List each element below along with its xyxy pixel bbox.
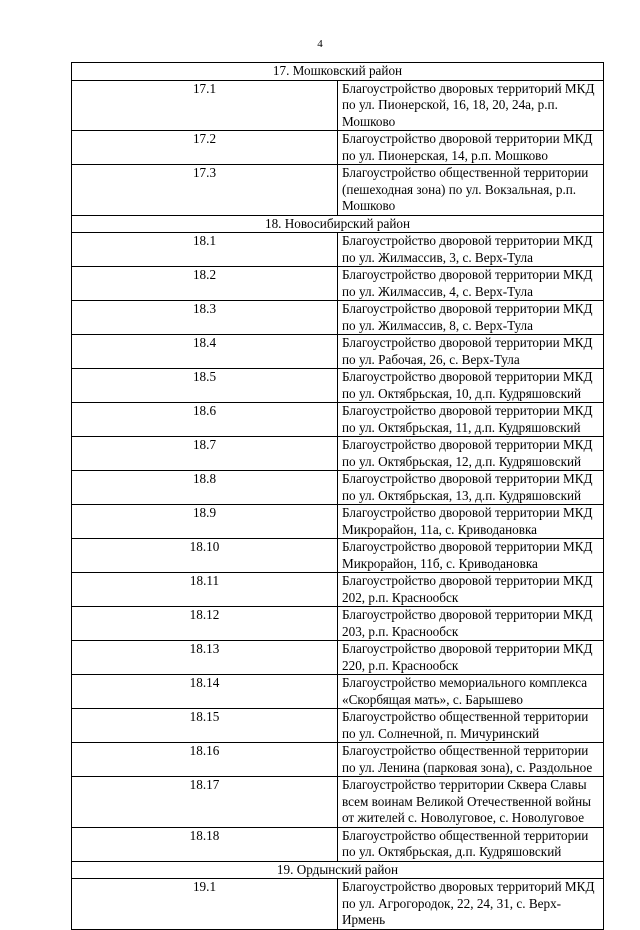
row-number: 18.3: [72, 301, 338, 335]
row-description: Благоустройство дворовой территории МКД по ул. Октябрьская, 11, д.п. Кудряшовский: [338, 403, 604, 437]
section-title: 19. Ордынский район: [72, 861, 604, 879]
section-header-row: [72, 861, 604, 879]
row-description: Благоустройство мемориального комплекса «Скорбящая мать», с. Барышево: [338, 675, 604, 709]
row-number: 18.17: [72, 777, 338, 828]
table-row: [72, 505, 604, 539]
row-description: Благоустройство дворовой территории МКД 203, р.п. Краснообск: [338, 607, 604, 641]
row-description: Благоустройство дворовой территории МКД по ул. Октябрьская, 13, д.п. Кудряшовский: [338, 471, 604, 505]
row-description: Благоустройство дворовой территории МКД по ул. Жилмассив, 3, с. Верх-Тула: [338, 233, 604, 267]
objects-table: [71, 62, 604, 930]
row-number: 18.16: [72, 743, 338, 777]
row-description: Благоустройство общественной территории по ул. Октябрьская, д.п. Кудряшовский: [338, 827, 604, 861]
row-description: Благоустройство дворовой территории МКД по ул. Жилмассив, 4, с. Верх-Тула: [338, 267, 604, 301]
row-description: Благоустройство дворовых территорий МКД по ул. Агрогородок, 22, 24, 31, с. Верх-Ирмень: [338, 879, 604, 930]
row-number: 18.10: [72, 539, 338, 573]
row-description: Благоустройство дворовых территорий МКД по ул. Пионерской, 16, 18, 20, 24а, р.п. Мошково: [338, 80, 604, 131]
row-description: Благоустройство дворовой территории МКД Микрорайон, 11а, с. Криводановка: [338, 505, 604, 539]
table-row: [72, 879, 604, 930]
table-row: [72, 403, 604, 437]
row-description: Благоустройство дворовой территории МКД по ул. Октябрьская, 12, д.п. Кудряшовский: [338, 437, 604, 471]
row-description: Благоустройство территории Сквера Славы всем воинам Великой Отечественной войны от жителей с. Новолуговое, с. Новолуговое: [338, 777, 604, 828]
table-row: [72, 335, 604, 369]
row-number: 18.2: [72, 267, 338, 301]
row-number: 18.4: [72, 335, 338, 369]
row-number: 18.6: [72, 403, 338, 437]
table-row: [72, 165, 604, 216]
row-number: 17.2: [72, 131, 338, 165]
row-description: Благоустройство дворовой территории МКД по ул. Рабочая, 26, с. Верх-Тула: [338, 335, 604, 369]
table-row: [72, 743, 604, 777]
row-number: 18.12: [72, 607, 338, 641]
row-number: 18.14: [72, 675, 338, 709]
table-row: [72, 675, 604, 709]
row-number: 18.15: [72, 709, 338, 743]
objects-table-body: [72, 63, 604, 930]
table-row: [72, 827, 604, 861]
table-row: [72, 437, 604, 471]
table-row: [72, 607, 604, 641]
row-description: Благоустройство дворовой территории МКД 202, р.п. Краснообск: [338, 573, 604, 607]
table-row: [72, 641, 604, 675]
table-row: [72, 301, 604, 335]
table-row: [72, 233, 604, 267]
section-header-row: [72, 63, 604, 81]
table-row: [72, 573, 604, 607]
row-description: Благоустройство дворовой территории МКД по ул. Пионерская, 14, р.п. Мошково: [338, 131, 604, 165]
section-title: 17. Мошковский район: [72, 63, 604, 81]
table-row: [72, 539, 604, 573]
row-number: 18.8: [72, 471, 338, 505]
row-description: Благоустройство общественной территории (пешеходная зона) по ул. Вокзальная, р.п. Мошково: [338, 165, 604, 216]
table-row: [72, 80, 604, 131]
row-description: Благоустройство общественной территории по ул. Ленина (парковая зона), с. Раздольное: [338, 743, 604, 777]
row-number: 18.18: [72, 827, 338, 861]
section-title: 18. Новосибирский район: [72, 215, 604, 233]
row-number: 18.1: [72, 233, 338, 267]
table-row: [72, 369, 604, 403]
row-number: 18.13: [72, 641, 338, 675]
row-number: 19.1: [72, 879, 338, 930]
row-description: Благоустройство дворовой территории МКД по ул. Октябрьская, 10, д.п. Кудряшовский: [338, 369, 604, 403]
row-description: Благоустройство дворовой территории МКД Микрорайон, 11б, с. Криводановка: [338, 539, 604, 573]
row-description: Благоустройство дворовой территории МКД 220, р.п. Краснообск: [338, 641, 604, 675]
table-row: [72, 777, 604, 828]
row-number: 18.7: [72, 437, 338, 471]
section-header-row: [72, 215, 604, 233]
row-number: 18.5: [72, 369, 338, 403]
row-number: 17.3: [72, 165, 338, 216]
row-number: 17.1: [72, 80, 338, 131]
row-description: Благоустройство общественной территории по ул. Солнечной, п. Мичуринский: [338, 709, 604, 743]
table-row: [72, 709, 604, 743]
row-description: Благоустройство дворовой территории МКД по ул. Жилмассив, 8, с. Верх-Тула: [338, 301, 604, 335]
table-row: [72, 131, 604, 165]
row-number: 18.11: [72, 573, 338, 607]
row-number: 18.9: [72, 505, 338, 539]
page-number: 4: [317, 38, 323, 50]
table-row: [72, 471, 604, 505]
table-row: [72, 267, 604, 301]
